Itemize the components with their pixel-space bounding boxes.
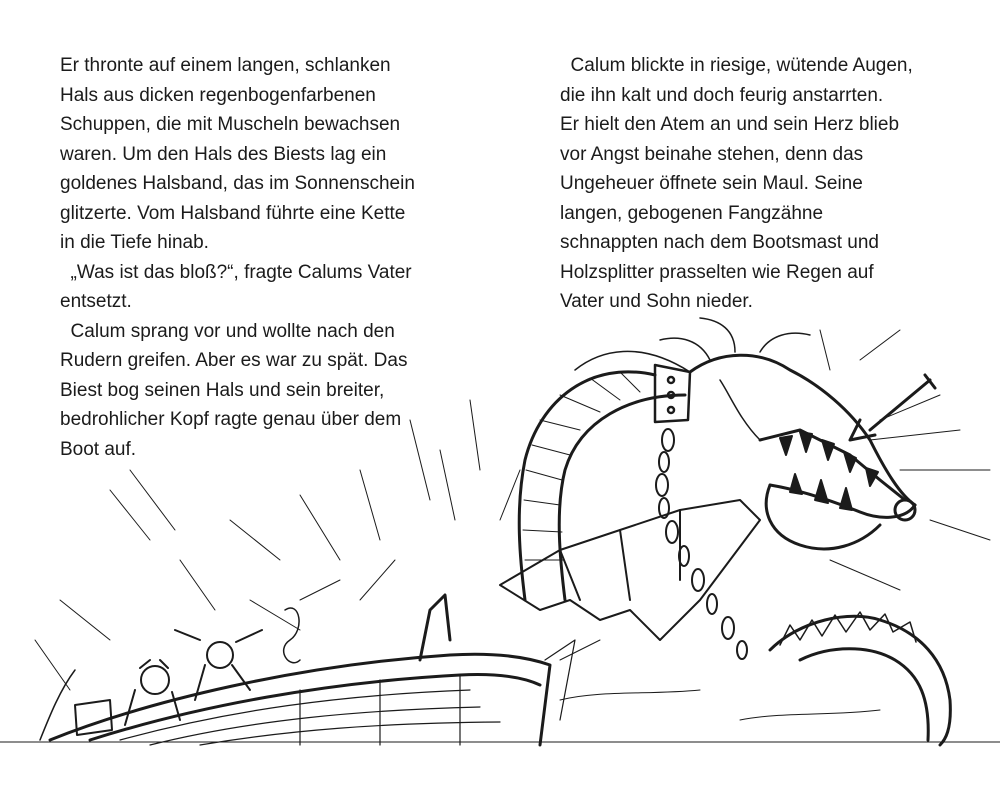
text-line: Calum blickte in riesige, wütende Augen, xyxy=(560,55,913,76)
rope xyxy=(40,608,300,740)
text-line: goldenes Halsband, das im Sonnenschein xyxy=(60,173,415,194)
text-line: waren. Um den Hals des Biests lag ein xyxy=(60,143,387,165)
text-line: Calum sprang vor und wollte nach den xyxy=(60,320,395,342)
water-lines xyxy=(0,690,1000,742)
text-line: bedrohlicher Kopf ragte genau über dem xyxy=(60,409,402,430)
text-line: Er hielt den Atem an und sein Herz blieb xyxy=(560,114,900,135)
text-line: Boot auf. xyxy=(60,438,137,460)
torn-sail xyxy=(500,500,760,640)
text-line: Vater und Sohn nieder. xyxy=(560,291,753,312)
text-line: Holzsplitter prasselten wie Regen auf xyxy=(560,261,874,283)
head-crest xyxy=(575,318,810,440)
father-figure xyxy=(125,660,180,725)
text-line: in die Tiefe hinab. xyxy=(60,232,209,253)
text-line: glitzerte. Vom Halsband führte eine Kette xyxy=(60,202,406,224)
text-line: Hals aus dicken regenbogenfarbenen xyxy=(60,84,376,106)
text-line: die ihn kalt und doch feurig anstarrten. xyxy=(560,84,884,106)
text-line: Ungeheuer öffnete sein Maul. Seine xyxy=(560,173,863,194)
chain xyxy=(656,429,747,659)
serpent-teeth xyxy=(780,432,878,510)
text-line: „Was ist das bloß?“, fragte Calums Vater xyxy=(60,261,412,283)
text-line: Schuppen, die mit Muscheln bewachsen xyxy=(60,114,401,135)
golden-collar xyxy=(655,365,690,422)
text-line: vor Angst beinahe stehen, denn das xyxy=(560,143,864,165)
right-text-column xyxy=(560,51,960,317)
serpent-neck xyxy=(519,372,685,600)
neck-scales xyxy=(523,372,640,560)
text-line: schnappten nach dem Bootsmast und xyxy=(560,232,879,253)
text-line: entsetzt. xyxy=(60,291,132,312)
sea-serpent-illustration xyxy=(0,310,1000,760)
text-line: Rudern greifen. Aber es war zu spät. Das xyxy=(60,350,408,371)
text-line: Biest bog seinen Hals und sein breiter, xyxy=(60,379,385,401)
serpent-head xyxy=(690,355,915,549)
text-line: langen, gebogenen Fangzähne xyxy=(560,202,824,224)
text-line: Er thronte auf einem langen, schlanken xyxy=(60,55,391,76)
